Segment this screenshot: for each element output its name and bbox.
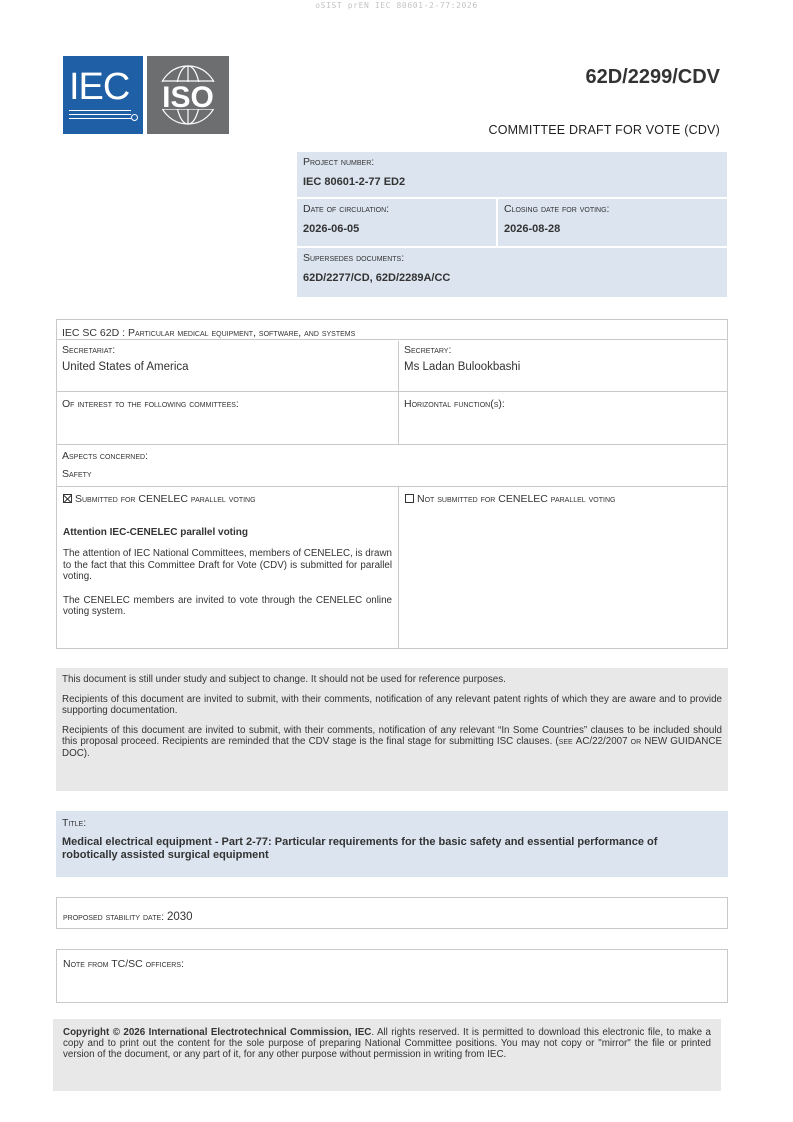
committee-table [56, 319, 728, 649]
notice-paragraph-2: Recipients of this document are invited to submit, with their comments, notification of any relevant patent rights of which they are aware and to provide supporting documentation. [62, 693, 722, 716]
supersedes-label: Supersedes documents: [303, 252, 405, 264]
closing-date-value: 2026-08-28 [504, 223, 561, 235]
committee-name: Particular medical equipment, software, and systems [127, 327, 356, 339]
copyright-text: Copyright © 2026 International Electrotechnical Commission, IEC. All rights reserved. It is permitted to download this electronic file, to make a copy and to print out the content for the sole purpose of preparing National Committee positions. You may not copy or "mirror" the file or printed version of the document, or any part of it, for any other purpose without permission in writing from IEC. [63, 1027, 711, 1060]
notice-paragraph-3: Recipients of this document are invited to submit, with their comments, notification of any relevant “In Some Countries” clauses to be included should this proposal proceed. Recipients are reminded that the CDV stage is the final stage for submitting ISC clauses. (see AC/22/2007 or NEW GUIDANCE DOC). [62, 724, 722, 759]
horizontal-label: Horizontal function(s): [404, 398, 505, 410]
checked-checkbox-icon[interactable] [63, 494, 72, 503]
committee-name-row [57, 320, 727, 340]
attention-paragraph-2: The CENELEC members are invited to vote through the CENELEC online voting system. [63, 594, 392, 617]
document-reference: 62D/2299/CDV [585, 66, 720, 88]
document-type: COMMITTEE DRAFT FOR VOTE (CDV) [488, 123, 720, 137]
stability-label: proposed stability date: [63, 911, 167, 923]
globe-icon [147, 56, 229, 134]
secretary-cell [399, 341, 727, 392]
not-submitted-option[interactable]: Not submitted for CENELEC parallel voting [405, 493, 721, 505]
project-number-cell [297, 152, 727, 197]
committee-prefix: IEC SC 62D : [62, 327, 128, 339]
aspects-cell [57, 445, 727, 487]
interest-cell [57, 392, 399, 445]
circulation-date-cell [297, 199, 496, 246]
project-number-value: IEC 80601-2-77 ED2 [303, 176, 406, 188]
secretariat-label: Secretariat: [62, 344, 116, 356]
iso-logo [147, 56, 229, 134]
watermark: oSIST prEN IEC 80601-2-77:2026 [315, 1, 478, 10]
note-label: Note from TC/SC officers: [63, 958, 184, 970]
notice-paragraph-1: This document is still under study and subject to change. It should not be used for reference purposes. [62, 674, 506, 685]
horizontal-cell [399, 392, 727, 445]
not-submitted-cell [399, 487, 727, 648]
iso-logo-text: ISO [162, 81, 214, 114]
submitted-cell [57, 487, 399, 648]
attention-paragraph-1: The attention of IEC National Committees, members of CENELEC, is drawn to the fact that this Committee Draft for Vote (CDV) is submitted for parallel voting. [63, 548, 392, 582]
closing-date-label: Closing date for voting: [504, 203, 610, 215]
closing-date-cell [498, 199, 727, 246]
iec-logo [63, 56, 143, 134]
unchecked-checkbox-icon[interactable] [405, 494, 414, 503]
ac-22-2007-link[interactable]: AC/22/2007 [575, 736, 628, 747]
iec-logo-text: IEC [69, 66, 130, 108]
supersedes-value: 62D/2277/CD, 62D/2289A/CC [303, 272, 451, 284]
copyright-block [53, 1019, 721, 1091]
circulation-date-value: 2026-06-05 [303, 223, 360, 235]
document-title: Medical electrical equipment - Part 2-77: Particular requirements for the basic safety and essential performance of robotically assisted surgical equipment [62, 836, 658, 861]
circulation-date-label: Date of circulation: [303, 203, 390, 215]
note-block [56, 949, 728, 1003]
title-block [56, 811, 728, 877]
attention-heading: Attention IEC-CENELEC parallel voting [63, 527, 249, 538]
new-guidance-doc-link[interactable]: NEW GUIDANCE DOC [62, 736, 722, 759]
submitted-option[interactable]: Submitted for CENELEC parallel voting [63, 493, 392, 505]
secretary-value: Ms Ladan Bulookbashi [404, 361, 521, 373]
supersedes-cell [297, 248, 727, 297]
stability-block [56, 897, 728, 929]
aspects-value: Safety [62, 468, 92, 480]
secretariat-value: United States of America [62, 361, 189, 373]
interest-label: Of interest to the following committees: [62, 398, 239, 410]
secretariat-cell [57, 341, 399, 392]
aspects-label: Aspects concerned: [62, 450, 148, 462]
secretary-label: Secretary: [404, 344, 452, 356]
notice-block [56, 668, 728, 791]
project-number-label: Project number: [303, 156, 375, 168]
title-label: Title: [62, 817, 87, 829]
stability-value: 2030 [167, 911, 193, 923]
